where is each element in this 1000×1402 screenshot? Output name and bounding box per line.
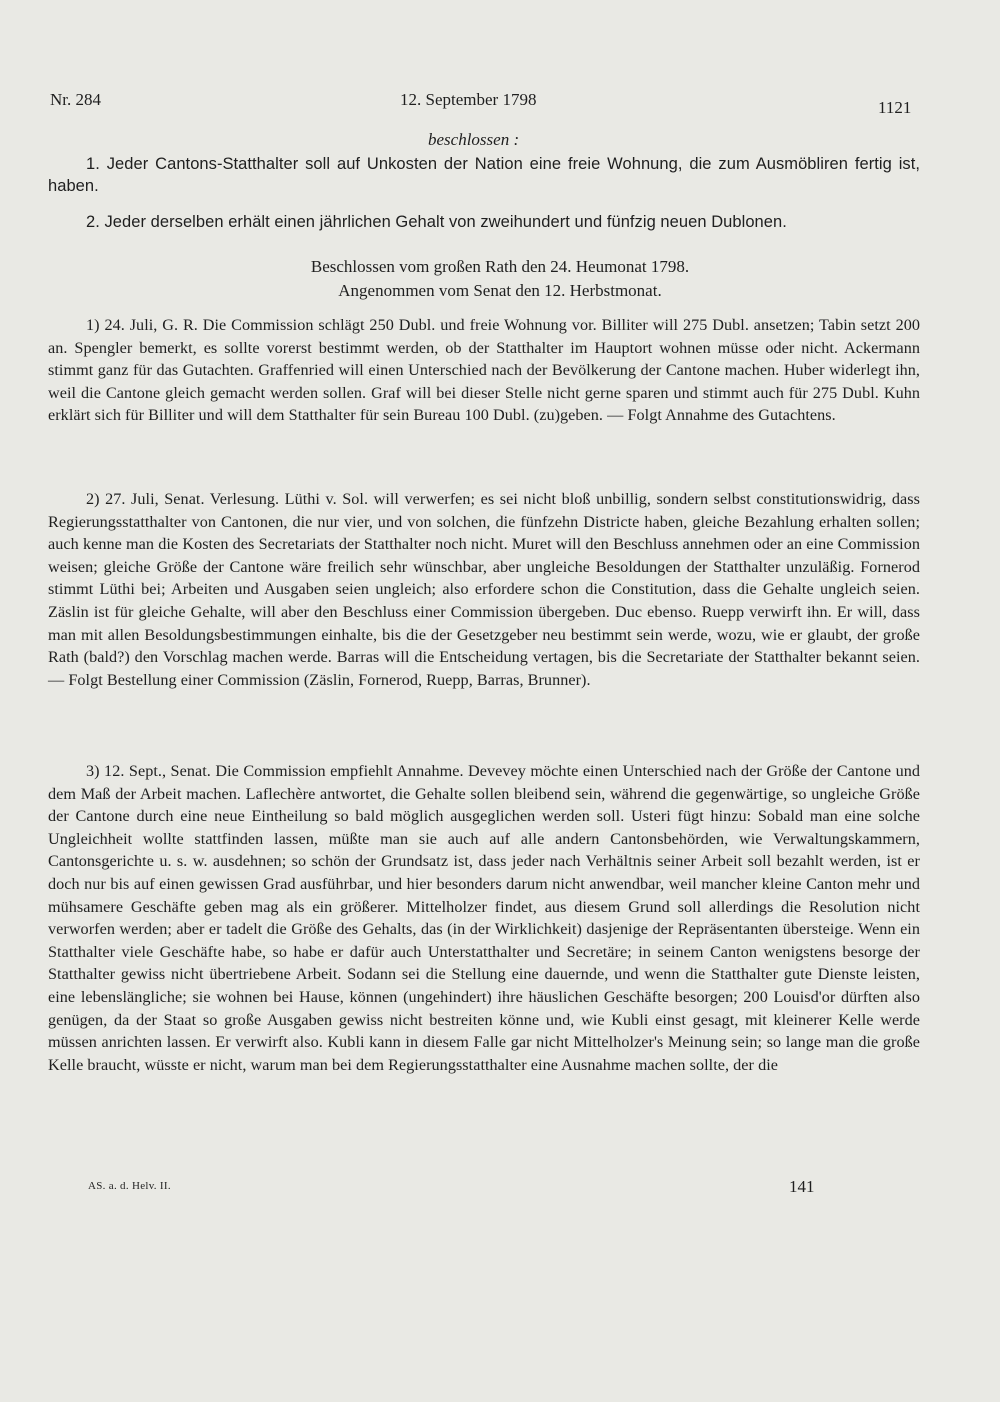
footnote-1: 1) 24. Juli, G. R. Die Commission schlägt 250 Dubl. und freie Wohnung vor. Billiter will 275 Dubl. ansetzen; Tabin setzt 200 an. Spengler bemerkt, es sollte vorerst bestimmt werden, ob der Statthalter im Hauptort wohnen müsse oder nicht. Ackermann stimmt ganz für das Gutachten. Graffenried will einen Unterschied nach der Bevölkerung der Cantone machen. Huber widerlegt ihn, weil die Cantone gleich gemacht werden sollen. Graf will bei dieser Stelle nicht gerne sparen und stimmt auch für 275 Dubl. Kuhn erklärt sich für Billiter und will dem Statthalter für sein Bureau 100 Dubl. (zu)geben. — Folgt Annahme des Gutachtens. xyxy=(48,316,920,425)
document-date: 12. September 1798 xyxy=(400,90,537,109)
resolution-item-2: 2. Jeder derselben erhält einen jährlichen Gehalt von zweihundert und fünfzig neuen Dublonen. xyxy=(86,213,787,231)
approval-great-council: Beschlossen vom großen Rath den 24. Heumonat 1798. xyxy=(310,257,690,276)
page-number: 1121 xyxy=(878,98,912,117)
footnote-3: 3) 12. Sept., Senat. Die Commission empfiehlt Annahme. Devevey möchte einen Unterschied nach der Größe der Cantone und dem Maß der Arbeit machen. Laflechère antwortet, die Gehalte sollen bleibend sein, während die gegenwärtige, so ungleiche Größe der Cantone durch eine neue Eintheilung so bald möglich ausgeglichen werden soll. Usteri fügt hinzu: Sobald man eine solche Ungleichheit wollte stattfinden lassen, müßte man sie auch auf alle andern Cantonsbehörden, wie Verwaltungskammern, Cantonsgerichte u. s. w. ausdehnen; so schön der Grundsatz ist, dass jeder nach Verhältnis seiner Arbeit soll bezahlt werden, ist er doch nur bis auf einen gewissen Grad ausführbar, und hier besonders darum nicht anwendbar, weil mancher kleine Canton mehr und mühsamere Geschäfte geben mag als ein größerer. Mittelholzer findet, aus diesem Grund soll allerdings die Resolution nicht verworfen werden; aber er tadelt die Größe des Gehalts, das (in der Wirklichkeit) dasjenige der Repräsentanten übersteige. Wenn ein Statthalter viele Geschäfte habe, so habe er dafür auch Unterstatthalter und Secretäre; in seinem Canton wenigstens besorge der Statthalter gewiss nicht übertriebene Arbeit. Sodann sei die Stellung eine dauernde, und wenn die Statthalter gute Dienste leisten, eine lebenslängliche; sie wohnen bei Hause, können (ungehindert) ihre häuslichen Geschäfte besorgen; 200 Louisd'or dürften also genügen, da der Staat so große Ausgaben gewiss nicht bestreiten könne und, wie Kubli einst gesagt, mit kleinerer Kelle werde müssen anrichten lassen. Er verwirft also. Kubli kann in diesem Falle gar nicht Mittelholzer's Meinung sein; so lange man die große Kelle braucht, wüsste er nicht, warum man bei dem Regierungsstatthalter eine Ausnahme machen sollte, der die xyxy=(48,762,920,1074)
resolution-heading: beschlossen : xyxy=(428,130,520,149)
resolution-item-1: 1. Jeder Cantons-Statthalter soll auf Unkosten der Nation eine freie Wohnung, die zum Ausmöbliren fertig ist, haben. xyxy=(48,155,920,195)
source-abbreviation: AS. a. d. Helv. II. xyxy=(88,1180,171,1192)
footnote-2: 2) 27. Juli, Senat. Verlesung. Lüthi v. Sol. will verwerfen; es sei nicht bloß unbillig, sondern selbst constitutionswidrig, dass Regierungsstatthalter von Cantonen, die nur vier, und von solchen, die fünfzehn Districte haben, gleiche Bezahlung erhalten sollen; auch kenne man die Kosten des Secretariats der Statthalter noch nicht. Muret will den Beschluss annehmen oder an eine Commission weisen; gleiche Größe der Cantone wäre freilich sehr wünschbar, aber ungleiche Besoldungen der Statthalter unzuläßig. Fornerod stimmt Lüthi bei; Arbeiten und Ausgaben seien ungleich; also erfordere schon die Constitution, dass die Gehalte ungleich seien. Zäslin ist für gleiche Gehalte, will aber den Beschluss einer Commission übergeben. Duc ebenso. Ruepp verwirft ihn. Er will, dass man mit allen Besoldungsbestimmungen einhalte, bis die der Gesetzgeber neu bestimmt sein werde, wozu, wie er glaubt, der große Rath (bald?) den Vorschlag machen werde. Barras will die Entscheidung vertagen, bis die Secretariate der Statthalter bekannt seien. — Folgt Bestellung einer Commission (Zäslin, Fornerod, Ruepp, Barras, Brunner). xyxy=(48,490,920,689)
approval-senate: Angenommen vom Senat den 12. Herbstmonat. xyxy=(338,281,662,300)
signature-mark: 141 xyxy=(789,1177,815,1196)
document-number: Nr. 284 xyxy=(50,90,101,109)
